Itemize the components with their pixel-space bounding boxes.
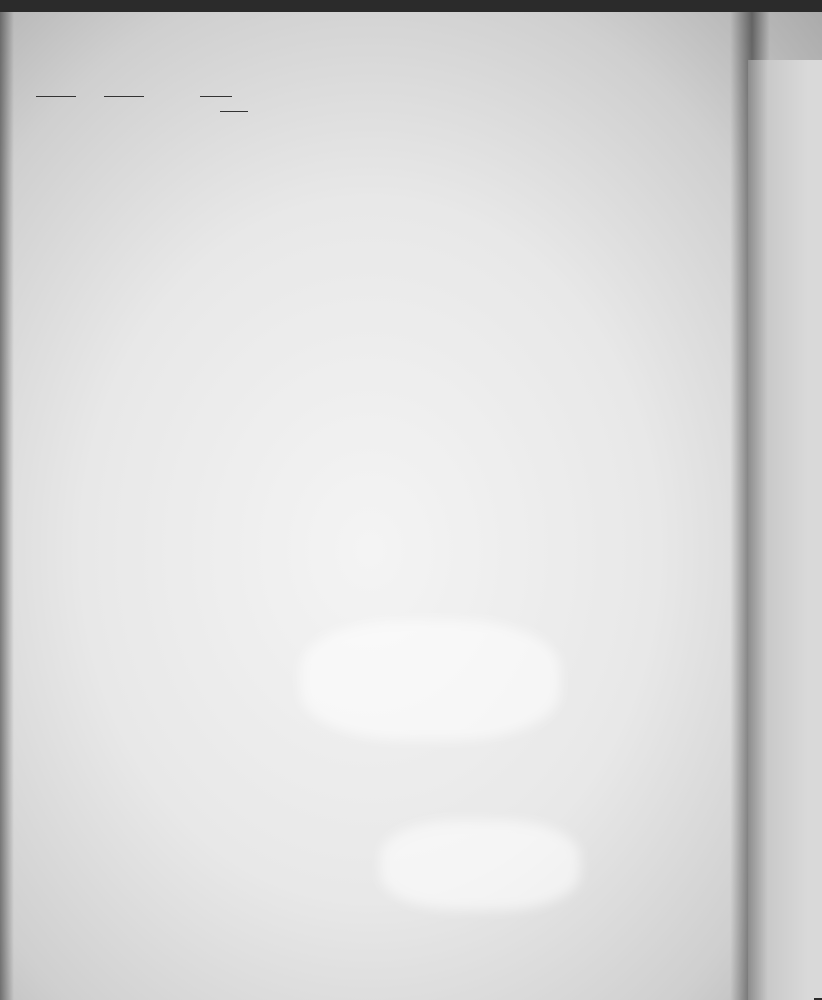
fade-area [300, 620, 560, 740]
fade-area-2 [380, 820, 580, 910]
